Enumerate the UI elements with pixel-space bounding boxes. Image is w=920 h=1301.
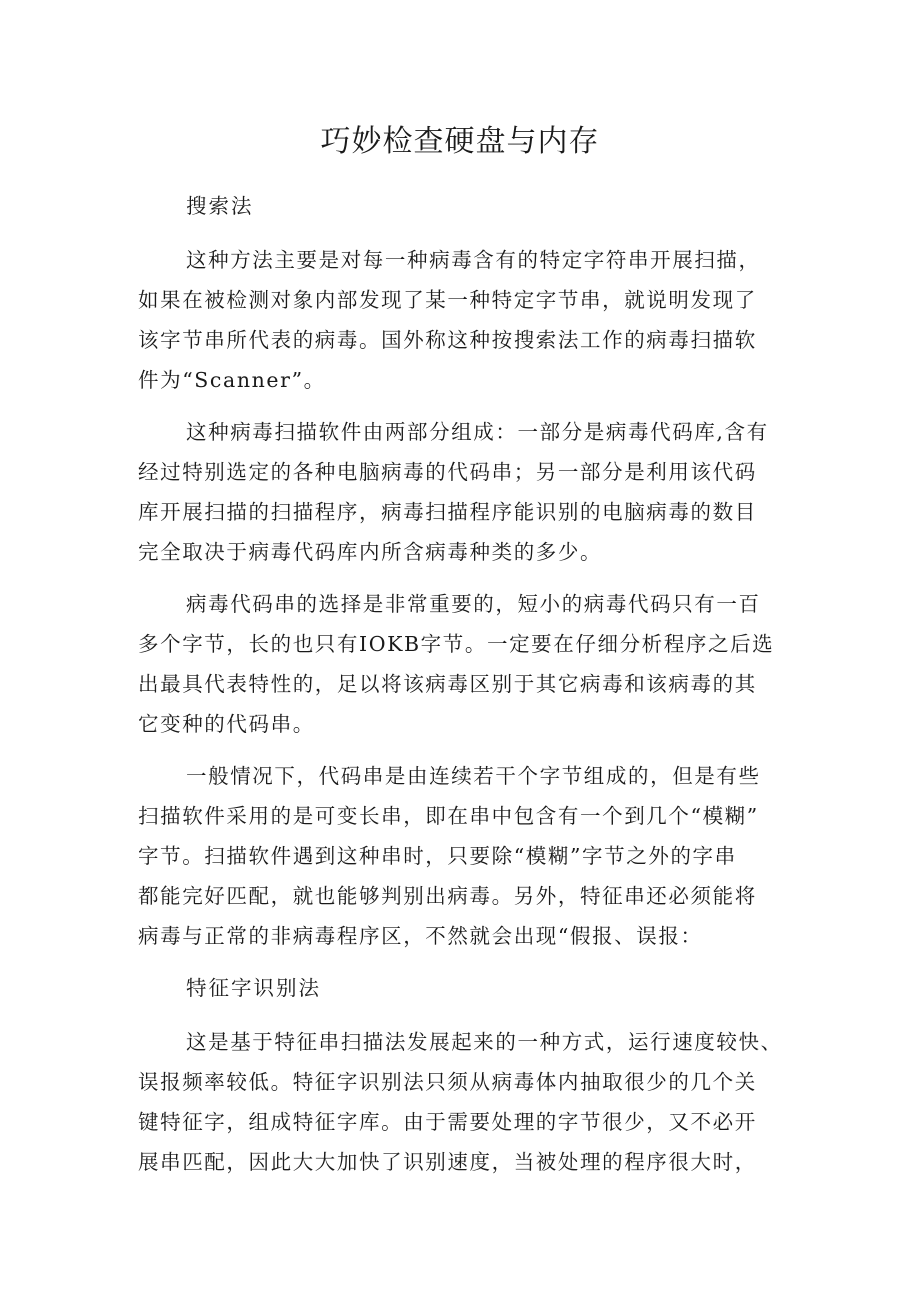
paragraph-line: 病毒代码串的选择是非常重要的，短小的病毒代码只有一百: [186, 592, 761, 616]
paragraph-line: 病毒与正常的非病毒程序区，不然就会出现“假报、误报：: [138, 924, 703, 948]
paragraph-line: 它变种的代码串。: [138, 712, 315, 736]
paragraph-line: 经过特别选定的各种电脑病毒的代码串；另一部分是利用该代码: [138, 460, 757, 484]
paragraph-line: 库开展扫描的扫描程序，病毒扫描程序能识别的电脑病毒的数目: [138, 500, 757, 524]
section-feature-word-method: [138, 968, 810, 1182]
paragraph-line: 一般情况下，代码串是由连续若干个字节组成的，但是有些: [186, 764, 761, 788]
paragraph-line: 字节。扫描软件遇到这种串时，只要除“模糊”字节之外的字串: [138, 844, 737, 868]
paragraph-line: 展串匹配，因此大大加快了识别速度，当被处理的程序很大时，: [138, 1150, 757, 1174]
paragraph-line: 如果在被检测对象内部发现了某一种特定字节串，就说明发现了: [138, 288, 757, 312]
paragraph: [138, 756, 810, 956]
paragraph-line: 键特征字，组成特征字库。由于需要处理的字节很少，又不必开: [138, 1110, 757, 1134]
paragraph-line: 这是基于特征串扫描法发展起来的一种方式，运行速度较快、: [186, 1030, 783, 1054]
document-body: [138, 186, 810, 1194]
paragraph: [138, 240, 810, 400]
paragraph-line: 误报频率较低。特征字识别法只须从病毒体内抽取很少的几个关: [138, 1070, 757, 1094]
section-heading: 搜索法: [186, 194, 254, 218]
paragraph-line: 这种病毒扫描软件由两部分组成：一部分是病毒代码库,含有: [186, 420, 769, 444]
paragraph-line: 该字节串所代表的病毒。国外称这种按搜索法工作的病毒扫描软: [138, 328, 757, 352]
paragraph-line: 完全取决于病毒代码库内所含病毒种类的多少。: [138, 540, 603, 564]
paragraph-line: 出最具代表特性的，足以将该病毒区别于其它病毒和该病毒的其: [138, 672, 757, 696]
document-title: 巧妙检查硬盘与内存: [320, 124, 600, 159]
paragraph: [138, 412, 810, 572]
paragraph-line: 扫描软件采用的是可变长串，即在串中包含有一个到几个“模糊”: [138, 804, 759, 828]
paragraph-line: 件为“Scanner”。: [138, 368, 326, 392]
paragraph: [138, 584, 810, 744]
paragraph-line: 这种方法主要是对每一种病毒含有的特定字符串开展扫描，: [186, 248, 761, 272]
section-search-method: [138, 186, 810, 956]
paragraph-line: 多个字节，长的也只有IOKB字节。一定要在仔细分析程序之后选: [138, 632, 775, 656]
paragraph-line: 都能完好匹配，就也能够判别出病毒。另外，特征串还必须能将: [138, 884, 757, 908]
paragraph: [138, 1022, 810, 1182]
section-heading: 特征字识别法: [186, 976, 321, 1000]
